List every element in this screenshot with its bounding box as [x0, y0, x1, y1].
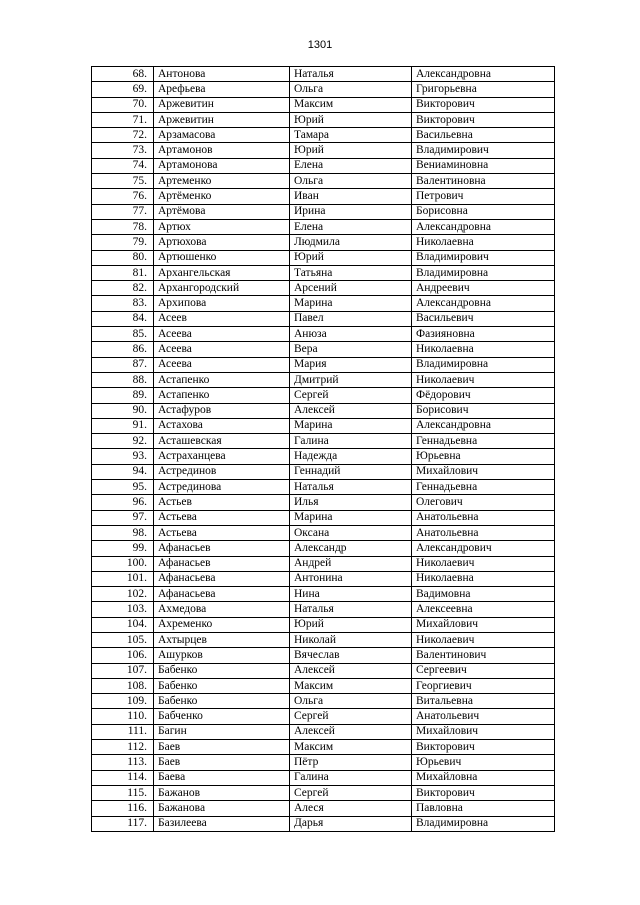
name-list-body	[92, 67, 555, 832]
table-row	[92, 449, 555, 464]
row-number-cell: 73.	[92, 143, 154, 158]
table-row	[92, 281, 555, 296]
table-row	[92, 648, 555, 663]
patronymic-cell: Михайловна	[412, 770, 555, 785]
last-name-cell: Астрединов	[154, 464, 290, 479]
row-number-cell: 85.	[92, 327, 154, 342]
table-row	[92, 678, 555, 693]
row-number-cell: 82.	[92, 281, 154, 296]
row-number-cell: 86.	[92, 342, 154, 357]
table-row	[92, 770, 555, 785]
first-name-cell: Геннадий	[290, 464, 412, 479]
first-name-cell: Людмила	[290, 235, 412, 250]
row-number-cell: 110.	[92, 709, 154, 724]
table-row	[92, 219, 555, 234]
first-name-cell: Сергей	[290, 388, 412, 403]
row-number-cell: 116.	[92, 801, 154, 816]
first-name-cell: Александр	[290, 541, 412, 556]
first-name-cell: Надежда	[290, 449, 412, 464]
patronymic-cell: Витальевна	[412, 694, 555, 709]
table-row	[92, 235, 555, 250]
patronymic-cell: Алексеевна	[412, 602, 555, 617]
name-list-table	[91, 66, 555, 832]
patronymic-cell: Александровна	[412, 418, 555, 433]
table-row	[92, 510, 555, 525]
patronymic-cell: Фазияновна	[412, 327, 555, 342]
row-number-cell: 96.	[92, 495, 154, 510]
table-row	[92, 265, 555, 280]
table-row	[92, 740, 555, 755]
first-name-cell: Галина	[290, 770, 412, 785]
row-number-cell: 103.	[92, 602, 154, 617]
patronymic-cell: Викторович	[412, 97, 555, 112]
first-name-cell: Вера	[290, 342, 412, 357]
first-name-cell: Марина	[290, 510, 412, 525]
patronymic-cell: Александрович	[412, 541, 555, 556]
first-name-cell: Марина	[290, 296, 412, 311]
table-row	[92, 464, 555, 479]
last-name-cell: Артюхова	[154, 235, 290, 250]
row-number-cell: 114.	[92, 770, 154, 785]
last-name-cell: Базилеева	[154, 816, 290, 831]
patronymic-cell: Борисовна	[412, 204, 555, 219]
first-name-cell: Пётр	[290, 755, 412, 770]
patronymic-cell: Валентиновна	[412, 174, 555, 189]
patronymic-cell: Васильевич	[412, 311, 555, 326]
last-name-cell: Архангельская	[154, 265, 290, 280]
table-row	[92, 709, 555, 724]
row-number-cell: 80.	[92, 250, 154, 265]
table-row	[92, 296, 555, 311]
page-number: 1301	[307, 39, 333, 51]
patronymic-cell: Николаевич	[412, 372, 555, 387]
row-number-cell: 90.	[92, 403, 154, 418]
last-name-cell: Афанасьева	[154, 587, 290, 602]
table-row	[92, 617, 555, 632]
first-name-cell: Вячеслав	[290, 648, 412, 663]
last-name-cell: Асеева	[154, 327, 290, 342]
table-row	[92, 250, 555, 265]
row-number-cell: 79.	[92, 235, 154, 250]
row-number-cell: 68.	[92, 67, 154, 82]
row-number-cell: 111.	[92, 724, 154, 739]
patronymic-cell: Александровна	[412, 219, 555, 234]
first-name-cell: Елена	[290, 158, 412, 173]
row-number-cell: 81.	[92, 265, 154, 280]
last-name-cell: Антонова	[154, 67, 290, 82]
first-name-cell: Татьяна	[290, 265, 412, 280]
first-name-cell: Мария	[290, 357, 412, 372]
last-name-cell: Астраханцева	[154, 449, 290, 464]
patronymic-cell: Борисович	[412, 403, 555, 418]
table-row	[92, 541, 555, 556]
table-row	[92, 342, 555, 357]
patronymic-cell: Михайлович	[412, 617, 555, 632]
last-name-cell: Асеев	[154, 311, 290, 326]
first-name-cell: Юрий	[290, 250, 412, 265]
first-name-cell: Арсений	[290, 281, 412, 296]
patronymic-cell: Сергеевич	[412, 663, 555, 678]
row-number-cell: 99.	[92, 541, 154, 556]
row-number-cell: 100.	[92, 556, 154, 571]
last-name-cell: Бабенко	[154, 678, 290, 693]
row-number-cell: 104.	[92, 617, 154, 632]
patronymic-cell: Николаевна	[412, 571, 555, 586]
table-row	[92, 556, 555, 571]
table-row	[92, 434, 555, 449]
last-name-cell: Астрединова	[154, 480, 290, 495]
last-name-cell: Артамонова	[154, 158, 290, 173]
table-row	[92, 663, 555, 678]
patronymic-cell: Николаевич	[412, 632, 555, 647]
last-name-cell: Бабенко	[154, 663, 290, 678]
first-name-cell: Алексей	[290, 403, 412, 418]
last-name-cell: Астахова	[154, 418, 290, 433]
row-number-cell: 92.	[92, 434, 154, 449]
table-row	[92, 495, 555, 510]
patronymic-cell: Николаевна	[412, 235, 555, 250]
first-name-cell: Дарья	[290, 816, 412, 831]
first-name-cell: Сергей	[290, 709, 412, 724]
patronymic-cell: Николаевна	[412, 342, 555, 357]
patronymic-cell: Викторович	[412, 740, 555, 755]
row-number-cell: 106.	[92, 648, 154, 663]
patronymic-cell: Григорьевна	[412, 82, 555, 97]
row-number-cell: 109.	[92, 694, 154, 709]
row-number-cell: 94.	[92, 464, 154, 479]
table-row	[92, 128, 555, 143]
first-name-cell: Нина	[290, 587, 412, 602]
last-name-cell: Ахтырцев	[154, 632, 290, 647]
table-row	[92, 632, 555, 647]
first-name-cell: Марина	[290, 418, 412, 433]
patronymic-cell: Владимировна	[412, 357, 555, 372]
table-row	[92, 571, 555, 586]
last-name-cell: Афанасьева	[154, 571, 290, 586]
last-name-cell: Асеева	[154, 357, 290, 372]
row-number-cell: 98.	[92, 525, 154, 540]
first-name-cell: Галина	[290, 434, 412, 449]
patronymic-cell: Александровна	[412, 67, 555, 82]
first-name-cell: Илья	[290, 495, 412, 510]
first-name-cell: Алексей	[290, 724, 412, 739]
first-name-cell: Юрий	[290, 112, 412, 127]
first-name-cell: Юрий	[290, 143, 412, 158]
row-number-cell: 117.	[92, 816, 154, 831]
last-name-cell: Астьева	[154, 510, 290, 525]
first-name-cell: Иван	[290, 189, 412, 204]
last-name-cell: Асеева	[154, 342, 290, 357]
patronymic-cell: Владимировна	[412, 265, 555, 280]
last-name-cell: Астапенко	[154, 388, 290, 403]
table-row	[92, 587, 555, 602]
first-name-cell: Максим	[290, 678, 412, 693]
first-name-cell: Сергей	[290, 785, 412, 800]
last-name-cell: Аржевитин	[154, 112, 290, 127]
last-name-cell: Бажанов	[154, 785, 290, 800]
row-number-cell: 84.	[92, 311, 154, 326]
patronymic-cell: Вадимовна	[412, 587, 555, 602]
first-name-cell: Павел	[290, 311, 412, 326]
patronymic-cell: Олегович	[412, 495, 555, 510]
row-number-cell: 113.	[92, 755, 154, 770]
patronymic-cell: Николаевич	[412, 556, 555, 571]
table-row	[92, 801, 555, 816]
first-name-cell: Юрий	[290, 617, 412, 632]
row-number-cell: 69.	[92, 82, 154, 97]
last-name-cell: Афанасьев	[154, 556, 290, 571]
row-number-cell: 95.	[92, 480, 154, 495]
row-number-cell: 89.	[92, 388, 154, 403]
row-number-cell: 105.	[92, 632, 154, 647]
table-row	[92, 372, 555, 387]
last-name-cell: Астьева	[154, 525, 290, 540]
table-row	[92, 112, 555, 127]
last-name-cell: Архипова	[154, 296, 290, 311]
row-number-cell: 93.	[92, 449, 154, 464]
patronymic-cell: Владимирович	[412, 250, 555, 265]
table-row	[92, 189, 555, 204]
row-number-cell: 71.	[92, 112, 154, 127]
table-row	[92, 97, 555, 112]
table-row	[92, 174, 555, 189]
patronymic-cell: Валентинович	[412, 648, 555, 663]
row-number-cell: 112.	[92, 740, 154, 755]
patronymic-cell: Фёдорович	[412, 388, 555, 403]
last-name-cell: Аржевитин	[154, 97, 290, 112]
first-name-cell: Анюза	[290, 327, 412, 342]
patronymic-cell: Геннадьевна	[412, 480, 555, 495]
table-row	[92, 694, 555, 709]
first-name-cell: Наталья	[290, 480, 412, 495]
last-name-cell: Бабченко	[154, 709, 290, 724]
patronymic-cell: Михайлович	[412, 724, 555, 739]
row-number-cell: 83.	[92, 296, 154, 311]
row-number-cell: 87.	[92, 357, 154, 372]
last-name-cell: Баев	[154, 755, 290, 770]
table-row	[92, 357, 555, 372]
last-name-cell: Арефьева	[154, 82, 290, 97]
first-name-cell: Алеся	[290, 801, 412, 816]
first-name-cell: Николай	[290, 632, 412, 647]
patronymic-cell: Павловна	[412, 801, 555, 816]
first-name-cell: Андрей	[290, 556, 412, 571]
last-name-cell: Багин	[154, 724, 290, 739]
table-row	[92, 204, 555, 219]
patronymic-cell: Петрович	[412, 189, 555, 204]
last-name-cell: Артюх	[154, 219, 290, 234]
first-name-cell: Тамара	[290, 128, 412, 143]
last-name-cell: Бажанова	[154, 801, 290, 816]
last-name-cell: Арзамасова	[154, 128, 290, 143]
first-name-cell: Оксана	[290, 525, 412, 540]
first-name-cell: Ольга	[290, 174, 412, 189]
last-name-cell: Баева	[154, 770, 290, 785]
last-name-cell: Баев	[154, 740, 290, 755]
table-row	[92, 755, 555, 770]
last-name-cell: Архангородский	[154, 281, 290, 296]
row-number-cell: 107.	[92, 663, 154, 678]
last-name-cell: Ахмедова	[154, 602, 290, 617]
patronymic-cell: Геннадьевна	[412, 434, 555, 449]
patronymic-cell: Михайлович	[412, 464, 555, 479]
first-name-cell: Ольга	[290, 82, 412, 97]
first-name-cell: Ольга	[290, 694, 412, 709]
patronymic-cell: Анатольевна	[412, 525, 555, 540]
first-name-cell: Максим	[290, 740, 412, 755]
table-row	[92, 816, 555, 831]
patronymic-cell: Анатольевич	[412, 709, 555, 724]
row-number-cell: 91.	[92, 418, 154, 433]
row-number-cell: 97.	[92, 510, 154, 525]
patronymic-cell: Георгиевич	[412, 678, 555, 693]
first-name-cell: Наталья	[290, 67, 412, 82]
table-row	[92, 311, 555, 326]
table-row	[92, 67, 555, 82]
patronymic-cell: Александровна	[412, 296, 555, 311]
row-number-cell: 76.	[92, 189, 154, 204]
last-name-cell: Асташевская	[154, 434, 290, 449]
first-name-cell: Алексей	[290, 663, 412, 678]
row-number-cell: 115.	[92, 785, 154, 800]
table-row	[92, 82, 555, 97]
row-number-cell: 88.	[92, 372, 154, 387]
table-row	[92, 327, 555, 342]
patronymic-cell: Васильевна	[412, 128, 555, 143]
last-name-cell: Ахременко	[154, 617, 290, 632]
row-number-cell: 70.	[92, 97, 154, 112]
patronymic-cell: Владимировна	[412, 816, 555, 831]
last-name-cell: Артёменко	[154, 189, 290, 204]
row-number-cell: 108.	[92, 678, 154, 693]
table-row	[92, 480, 555, 495]
patronymic-cell: Юрьевна	[412, 449, 555, 464]
last-name-cell: Артеменко	[154, 174, 290, 189]
table-row	[92, 785, 555, 800]
table-row	[92, 602, 555, 617]
last-name-cell: Астафуров	[154, 403, 290, 418]
last-name-cell: Астапенко	[154, 372, 290, 387]
patronymic-cell: Юрьевич	[412, 755, 555, 770]
first-name-cell: Максим	[290, 97, 412, 112]
table-row	[92, 525, 555, 540]
table-row	[92, 724, 555, 739]
table-row	[92, 388, 555, 403]
last-name-cell: Ашурков	[154, 648, 290, 663]
last-name-cell: Афанасьев	[154, 541, 290, 556]
patronymic-cell: Викторович	[412, 112, 555, 127]
patronymic-cell: Вениаминовна	[412, 158, 555, 173]
table-row	[92, 403, 555, 418]
row-number-cell: 77.	[92, 204, 154, 219]
patronymic-cell: Андреевич	[412, 281, 555, 296]
last-name-cell: Астьев	[154, 495, 290, 510]
patronymic-cell: Викторович	[412, 785, 555, 800]
row-number-cell: 72.	[92, 128, 154, 143]
first-name-cell: Дмитрий	[290, 372, 412, 387]
first-name-cell: Елена	[290, 219, 412, 234]
row-number-cell: 74.	[92, 158, 154, 173]
first-name-cell: Ирина	[290, 204, 412, 219]
last-name-cell: Артюшенко	[154, 250, 290, 265]
table-row	[92, 418, 555, 433]
table-row	[92, 143, 555, 158]
patronymic-cell: Анатольевна	[412, 510, 555, 525]
patronymic-cell: Владимирович	[412, 143, 555, 158]
row-number-cell: 101.	[92, 571, 154, 586]
first-name-cell: Наталья	[290, 602, 412, 617]
row-number-cell: 102.	[92, 587, 154, 602]
last-name-cell: Бабенко	[154, 694, 290, 709]
first-name-cell: Антонина	[290, 571, 412, 586]
row-number-cell: 75.	[92, 174, 154, 189]
last-name-cell: Артёмова	[154, 204, 290, 219]
table-row	[92, 158, 555, 173]
row-number-cell: 78.	[92, 219, 154, 234]
last-name-cell: Артамонов	[154, 143, 290, 158]
